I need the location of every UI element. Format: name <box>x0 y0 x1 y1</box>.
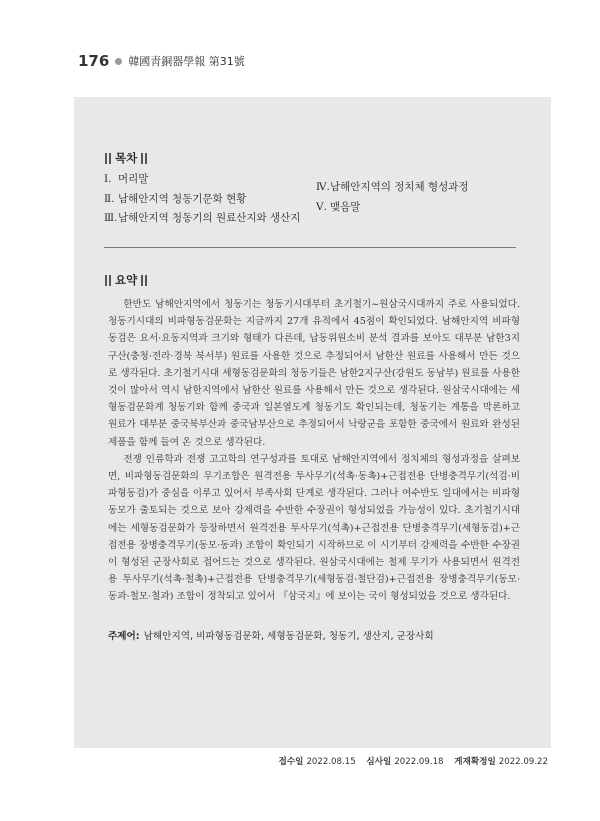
abstract-label: 요약 <box>115 273 138 287</box>
accepted-label: 게재확정일 <box>454 757 496 767</box>
accepted-date: 2022.09.22 <box>498 757 548 767</box>
page-number: 176 <box>78 52 110 70</box>
toc-text: 남해안지역의 정치체 형성과정 <box>330 181 469 193</box>
toc-text: 머리말 <box>118 173 149 185</box>
heading-bar-icon <box>109 275 111 286</box>
keywords <box>108 628 528 642</box>
toc-item <box>104 190 300 210</box>
abstract-paragraph: 한반도 남해안지역에서 청동기는 청동기시대부터 초기철기~원삼국시대까지 주로 사용되었다. 청동기시대의 비파형동검문화는 지금까지 27개 유적에서 45점이 확인되었다. 남해안지역 비파형동검은 요서·요동지역과 크기와 형태가 다른데, 납동위원소비 분석 결과를 보아도 대부분 남한3지구산(충청·전라·경북 북서부) 원료를 사용한 것으로 추정되어서 남한산 원료를 사용해서 만든 것으로 생각된다. 초기철기시대 세형동검문화의 청동기들은 남한2지구산(강원도 동남부) 원료를 사용한 것이 많아서 역시 남한지역에서 남한산 원료를 사용해서 만든 것으로 생각된다. 원삼국시대에는 세형동검문화계 청동기와 함께 중국과 일본열도계 청동기도 확인되는데, 청동기는 계통을 막론하고 원료가 대부분 중국북부산과 중국남부산으로 추정되어서 낙랑군을 포함한 중국에서 원료와 완성된 제품을 함께 들여 온 것으로 생각된다. <box>108 299 520 448</box>
heading-bar-icon <box>141 153 143 164</box>
review-date: 2022.09.18 <box>394 757 444 767</box>
heading-bar-icon <box>105 153 107 164</box>
abstract-heading <box>104 272 148 288</box>
toc-number: Ⅳ. <box>316 181 330 193</box>
heading-bar-icon <box>145 275 147 286</box>
heading-bar-icon <box>109 153 111 164</box>
keywords-text: 남해안지역, 비파형동검문화, 세형동검문화, 청동기, 생산지, 군장사회 <box>143 631 434 642</box>
abstract-paragraph: 전쟁 인류학과 전쟁 고고학의 연구성과를 토대로 남해안지역에서 정치체의 형성과정을 살펴보면, 비파형동검문화의 무기조합은 원격전용 투사무기(석촉·동촉)+근접전용 단병충격무기(석검·비파형동검)가 중심을 이루고 있어서 부족사회 단계로 생각된다. 그러나 여수반도 일대에서는 비파형동모가 출토되는 것으로 보아 강제력을 수반한 수장권이 형성되었을 가능성이 있다. 초기철기시대에는 세형동검문화가 등장하면서 원격전용 투사무기(석촉)+근접전용 단병충격무기(세형동검)+근접전용 장병충격무기(동모·동과) 조합이 확인되기 시작하므로 이 시기부터 강제력을 수반한 수장권이 형성된 군장사회로 접어드는 것으로 생각된다. 원삼국시대에는 철제 무기가 사용되면서 원격전용 투사무기(석촉·철촉)+근접전용 단병충격무기(세형동검·철단검)+근접전용 장병충격무기(동모·동과·철모·철과) 조합이 정착되고 있어서 『삼국지』에 보이는 국이 형성되었을 것으로 생각된다. <box>108 453 520 603</box>
toc-item <box>104 170 300 190</box>
running-header <box>78 52 245 70</box>
submission-dates <box>276 755 548 767</box>
toc-number: Ⅲ. <box>104 212 118 224</box>
heading-bar-icon <box>105 275 107 286</box>
abstract-body <box>108 296 520 606</box>
keywords-label: 주제어: <box>108 631 140 642</box>
journal-title: 韓國靑銅器學報 第31號 <box>128 55 245 68</box>
toc-number: Ⅰ. <box>104 173 112 185</box>
toc-left-column <box>104 170 300 229</box>
toc-text: 남해안지역 청동기의 원료산지와 생산지 <box>118 212 301 224</box>
toc-number: Ⅱ. <box>104 192 115 205</box>
toc-text: 맺음말 <box>330 200 361 213</box>
heading-bar-icon <box>145 153 147 164</box>
toc-item <box>316 178 469 198</box>
toc-item <box>104 209 300 229</box>
received-label: 접수일 <box>278 757 304 767</box>
bullet-dot-icon <box>115 58 122 65</box>
contents-label: 목차 <box>115 151 138 165</box>
toc-number: Ⅴ. <box>316 200 327 213</box>
toc-item <box>316 198 469 218</box>
divider <box>104 247 516 248</box>
heading-bar-icon <box>141 275 143 286</box>
received-date: 2022.08.15 <box>306 757 356 767</box>
contents-heading <box>104 150 148 166</box>
toc-right-column <box>316 178 469 217</box>
toc-text: 남해안지역 청동기문화 현황 <box>118 192 247 205</box>
review-label: 심사일 <box>366 757 392 767</box>
